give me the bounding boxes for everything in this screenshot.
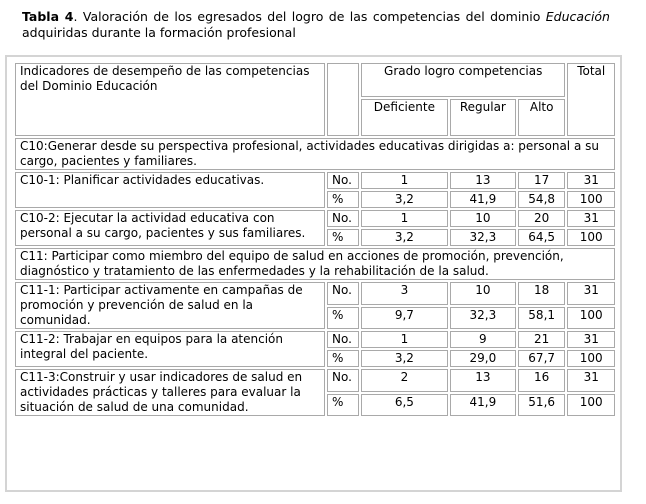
regular-cell: 13 xyxy=(450,369,516,392)
table-row xyxy=(15,369,615,392)
total-cell: 100 xyxy=(567,307,615,330)
total-cell: 100 xyxy=(567,229,615,246)
indicator-label: C11-2: Trabajar en equipos para la atención integral del paciente. xyxy=(15,331,325,367)
competencies-table xyxy=(13,61,617,418)
total-cell: 100 xyxy=(567,394,615,417)
indicator-label: C11-1: Participar activamente en campañas de promoción y prevención de salud en la comunidad. xyxy=(15,282,325,329)
unit-cell: No. xyxy=(327,282,359,305)
regular-cell: 10 xyxy=(450,210,516,227)
caption-text: . Valoración de los egresados del logro de las competencias del dominio xyxy=(73,9,546,24)
alto-cell: 51,6 xyxy=(518,394,566,417)
regular-cell: 10 xyxy=(450,282,516,305)
indicator-label: C11-3:Construir y usar indicadores de salud en actividades prácticas y talleres para evaluar la situación de salud de una comunidad. xyxy=(15,369,325,416)
header-indicator: Indicadores de desempeño de las competencias del Dominio Educación xyxy=(15,63,325,136)
deficiente-cell: 9,7 xyxy=(361,307,448,330)
domain-row xyxy=(15,248,615,280)
total-cell: 31 xyxy=(567,210,615,227)
header-deficiente: Deficiente xyxy=(361,99,448,136)
header-grado: Grado logro competencias xyxy=(361,63,565,97)
header-regular: Regular xyxy=(450,99,516,136)
total-cell: 100 xyxy=(567,350,615,367)
unit-cell: No. xyxy=(327,172,359,189)
table-row xyxy=(15,210,615,227)
unit-cell: % xyxy=(327,229,359,246)
deficiente-cell: 3 xyxy=(361,282,448,305)
table-row xyxy=(15,282,615,305)
alto-cell: 64,5 xyxy=(518,229,566,246)
regular-cell: 32,3 xyxy=(450,229,516,246)
unit-cell: % xyxy=(327,350,359,367)
unit-cell: % xyxy=(327,191,359,208)
regular-cell: 29,0 xyxy=(450,350,516,367)
table-row xyxy=(15,331,615,348)
deficiente-cell: 1 xyxy=(361,210,448,227)
alto-cell: 67,7 xyxy=(518,350,566,367)
unit-cell: No. xyxy=(327,210,359,227)
indicator-label: C10-2: Ejecutar la actividad educativa con personal a su cargo, pacientes y sus familiares. xyxy=(15,210,325,246)
deficiente-cell: 2 xyxy=(361,369,448,392)
alto-cell: 17 xyxy=(518,172,566,189)
header-blank xyxy=(327,63,359,136)
regular-cell: 32,3 xyxy=(450,307,516,330)
total-cell: 31 xyxy=(567,282,615,305)
domain-row xyxy=(15,138,615,170)
alto-cell: 18 xyxy=(518,282,566,305)
regular-cell: 13 xyxy=(450,172,516,189)
total-cell: 31 xyxy=(567,369,615,392)
alto-cell: 20 xyxy=(518,210,566,227)
total-cell: 100 xyxy=(567,191,615,208)
table-caption xyxy=(22,9,610,41)
unit-cell: No. xyxy=(327,331,359,348)
unit-cell: % xyxy=(327,307,359,330)
deficiente-cell: 3,2 xyxy=(361,350,448,367)
total-cell: 31 xyxy=(567,172,615,189)
header-alto: Alto xyxy=(518,99,566,136)
unit-cell: No. xyxy=(327,369,359,392)
alto-cell: 54,8 xyxy=(518,191,566,208)
deficiente-cell: 1 xyxy=(361,172,448,189)
regular-cell: 9 xyxy=(450,331,516,348)
total-cell: 31 xyxy=(567,331,615,348)
indicator-label: C10-1: Planificar actividades educativas. xyxy=(15,172,325,208)
domain-title: C11: Participar como miembro del equipo de salud en acciones de promoción, prevención, diagnóstico y tratamiento de las enfermedades y la rehabilitación de la salud. xyxy=(15,248,615,280)
table-row xyxy=(15,172,615,189)
deficiente-cell: 1 xyxy=(361,331,448,348)
alto-cell: 16 xyxy=(518,369,566,392)
deficiente-cell: 3,2 xyxy=(361,229,448,246)
deficiente-cell: 6,5 xyxy=(361,394,448,417)
deficiente-cell: 3,2 xyxy=(361,191,448,208)
alto-cell: 21 xyxy=(518,331,566,348)
caption-italic: Educación xyxy=(545,9,610,24)
domain-title: C10:Generar desde su perspectiva profesional, actividades educativas dirigidas a: personal a su cargo, pacientes y familiares. xyxy=(15,138,615,170)
header-total: Total xyxy=(567,63,615,136)
caption-text-end: adquiridas durante la formación profesional xyxy=(22,25,296,40)
alto-cell: 58,1 xyxy=(518,307,566,330)
caption-label: Tabla 4 xyxy=(22,9,74,24)
unit-cell: % xyxy=(327,394,359,417)
regular-cell: 41,9 xyxy=(450,394,516,417)
regular-cell: 41,9 xyxy=(450,191,516,208)
